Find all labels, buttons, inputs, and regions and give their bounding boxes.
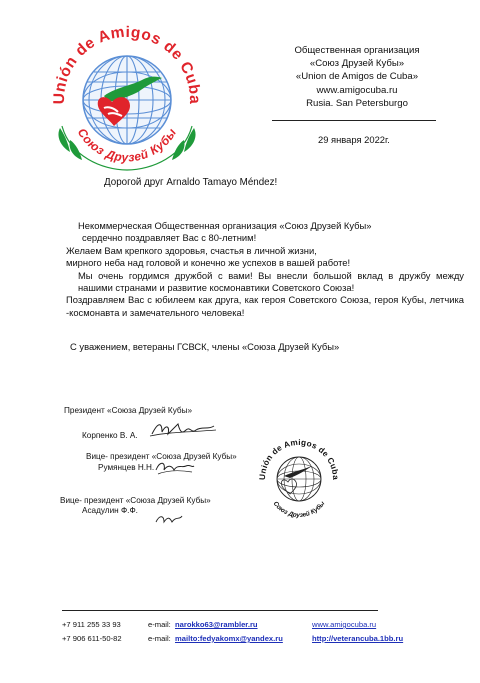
stamp-bottom-arc-text: Союз Друзей Кубы [271,500,327,520]
signature-title-1: Президент «Союза Друзей Кубы» [64,406,193,415]
footer-email-link-1[interactable]: narokko63@rambler.ru [175,620,258,629]
paragraph-4: мирного неба над головой и конечно же успехов в вашей работе! [66,257,351,269]
footer-phone-1: +7 911 255 33 93 [62,620,121,629]
letter-date: 29 января 2022г. [318,134,390,145]
paragraph-1: Некоммерческая Общественная организация «Союз Друзей Кубы» [78,220,372,231]
footer-phone-2: +7 906 611-50-82 [62,634,122,643]
paragraph-6: Поздравляем Вас с юбилеем как друга, как героя Советского Союза, героя Кубы, летчика -космонавта и замечательного человека! [66,294,464,318]
organization-logo [42,16,212,176]
paragraph-5: Мы очень гордимся дружбой с вами! Вы внесли большой вклад в дружбу между нашими странами и развитие космонавтики Советского Союза! [78,269,464,294]
signature-scribble-3 [154,510,184,526]
signature-name-2: Румянцев Н.Н. [98,463,155,472]
svg-text:Союз Друзей Кубы [272,500,327,519]
footer-website-link-1[interactable]: www.amigocuba.ru [312,620,377,629]
org-line-2: «Союз Друзей Кубы» [309,58,405,70]
org-location: Rusia. San Petersburgo [306,97,408,109]
footer-email-label-2: e-mail: [148,634,171,643]
signature-title-2: Вице- президент «Союза Друзей Кубы» [86,452,237,461]
organization-header [262,44,452,110]
footer-email-link-2[interactable]: mailto:fedyakomx@yandex.ru [175,634,283,643]
org-line-1: Общественная организация [294,45,420,56]
org-line-3: «Union de Amigos de Cuba» [295,71,419,83]
logo-bottom-arc-text: Союз Друзей Кубы [74,125,180,165]
signature-name-3: Асадулин Ф.Ф. [82,506,138,515]
paragraph-2: сердечно поздравляет Вас с 80-летним! [82,232,257,244]
signature-scribble-2 [152,458,196,478]
org-website[interactable]: www.amigocuba.ru [316,84,398,96]
footer-website-link-2[interactable]: http://veterancuba.1bb.ru [312,634,404,643]
letter-closing: С уважением, ветераны ГСВСК, члены «Союза Друзей Кубы» [70,341,340,352]
signature-scribble-1 [148,418,218,442]
signature-name-1: Корпенко В. А. [82,431,138,440]
footer-email-label-1: e-mail: [148,620,171,629]
stamp-top-arc-text: Unión de Amigos de Cuba [257,437,341,481]
signature-title-3: Вице- президент «Союза Друзей Кубы» [60,496,211,505]
letter-greeting: Дорогой друг Arnaldo Tamayo Méndez! [104,177,278,188]
footer-divider [62,610,378,611]
header-divider [272,120,436,121]
letter-body [66,220,464,319]
logo-top-arc-text: Unión de Amigos de Cuba [50,23,204,105]
paragraph-3: Желаем Вам крепкого здоровья, счастья в личной жизни, [66,244,317,256]
organization-stamp [254,434,344,524]
